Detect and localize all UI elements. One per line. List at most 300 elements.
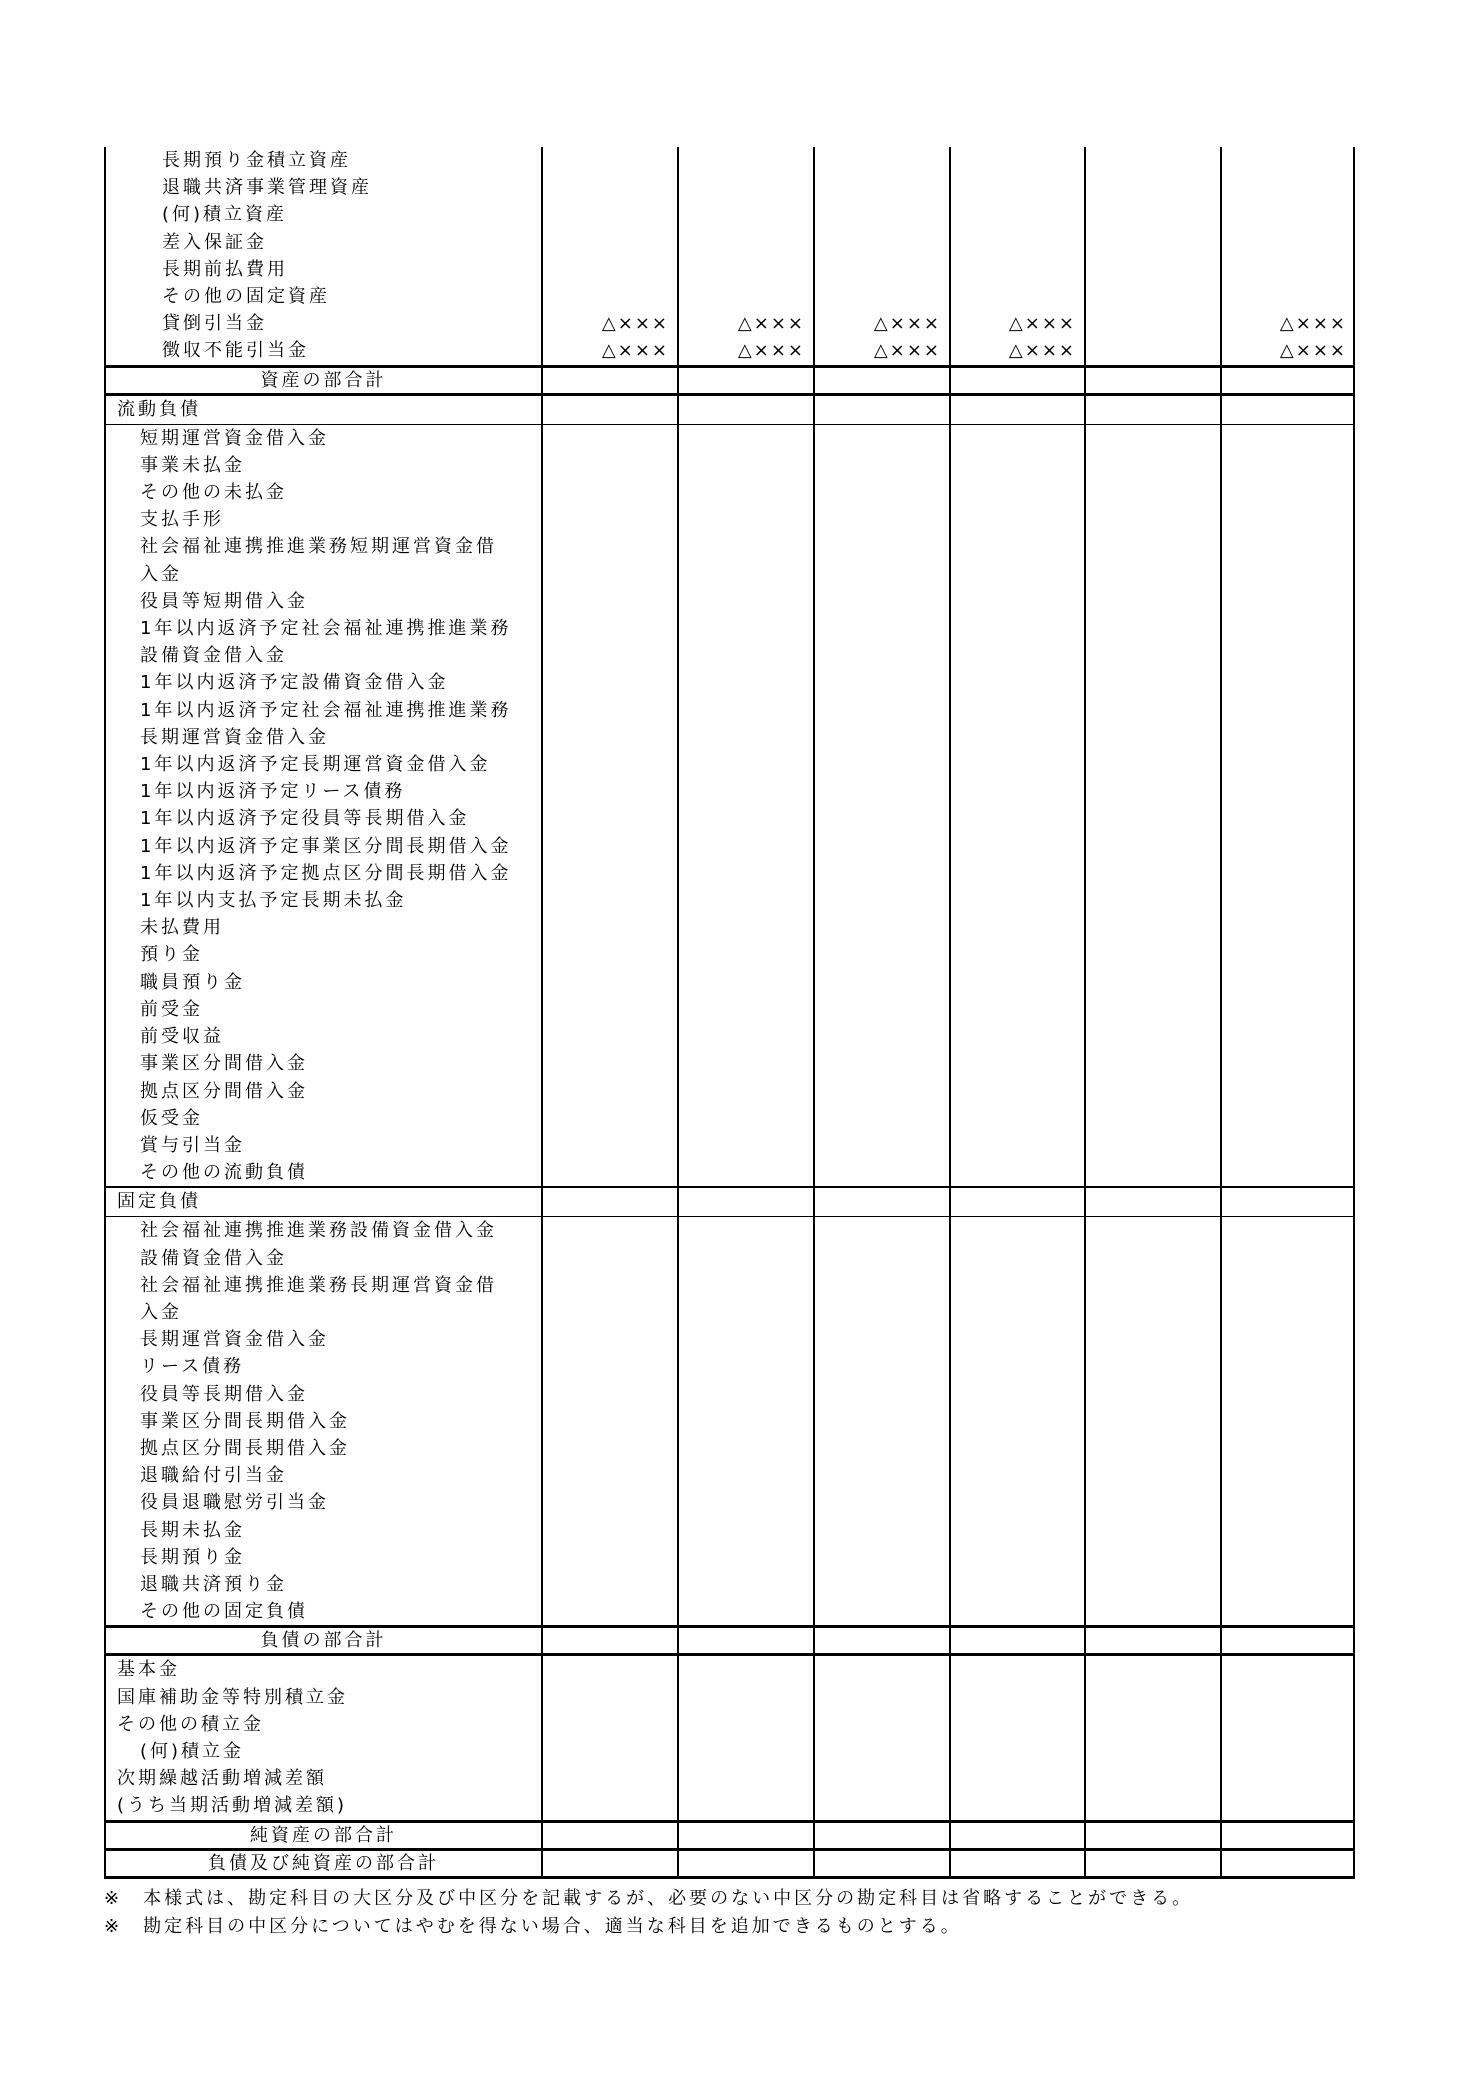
value-cell bbox=[1084, 1544, 1220, 1571]
value-cell bbox=[1220, 1381, 1355, 1408]
value-cell: △××× bbox=[813, 310, 949, 337]
value-cell bbox=[949, 1023, 1084, 1050]
value-cell bbox=[1220, 1628, 1355, 1653]
value-cell bbox=[1084, 1571, 1220, 1598]
value-cell bbox=[949, 1823, 1084, 1848]
value-cell bbox=[813, 1684, 949, 1711]
value-cell bbox=[1084, 1105, 1220, 1132]
value-cell bbox=[1220, 174, 1355, 201]
value-cell bbox=[541, 1245, 677, 1272]
value-cell bbox=[677, 1217, 813, 1244]
value-cell bbox=[541, 201, 677, 228]
value-cell bbox=[949, 887, 1084, 914]
value-cell bbox=[1220, 1050, 1355, 1077]
value-cell bbox=[1084, 615, 1220, 669]
value-cell bbox=[677, 1353, 813, 1380]
value-cell bbox=[677, 425, 813, 452]
account-label: 基本金 bbox=[104, 1656, 541, 1683]
notes bbox=[104, 1885, 1193, 1941]
value-cell bbox=[677, 533, 813, 587]
value-cell bbox=[813, 1217, 949, 1244]
value-cell bbox=[1084, 452, 1220, 479]
value-cell bbox=[1220, 1851, 1355, 1876]
value-cell bbox=[949, 588, 1084, 615]
value-cell bbox=[813, 1272, 949, 1326]
value-cell bbox=[1220, 941, 1355, 968]
value-cell bbox=[1220, 1656, 1355, 1683]
table-row bbox=[104, 479, 1355, 506]
table-row bbox=[104, 1245, 1355, 1272]
table-row bbox=[104, 256, 1355, 283]
account-label: 差入保証金 bbox=[104, 229, 541, 256]
value-cell bbox=[677, 201, 813, 228]
table-row bbox=[104, 147, 1355, 174]
value-cell bbox=[1084, 1765, 1220, 1792]
account-label: 退職給付引当金 bbox=[104, 1462, 541, 1489]
note-2: ※ 勘定科目の中区分についてはやむを得ない場合、適当な科目を追加できるものとする。 bbox=[104, 1916, 962, 1937]
value-cell bbox=[813, 778, 949, 805]
value-cell bbox=[813, 697, 949, 751]
value-cell bbox=[813, 860, 949, 887]
value-cell bbox=[1220, 506, 1355, 533]
value-cell bbox=[1084, 860, 1220, 887]
value-cell bbox=[1220, 1435, 1355, 1462]
table-row bbox=[104, 1517, 1355, 1544]
value-cell bbox=[1084, 778, 1220, 805]
value-cell bbox=[1084, 368, 1220, 393]
value-cell bbox=[813, 1078, 949, 1105]
value-cell bbox=[541, 1435, 677, 1462]
value-cell: △××× bbox=[1220, 337, 1355, 364]
table-row bbox=[104, 914, 1355, 941]
value-cell bbox=[949, 1272, 1084, 1326]
table-row bbox=[104, 969, 1355, 996]
table-row bbox=[104, 697, 1355, 751]
value-cell bbox=[813, 751, 949, 778]
value-cell bbox=[677, 751, 813, 778]
account-label: 事業区分間借入金 bbox=[104, 1050, 541, 1077]
value-cell bbox=[1084, 283, 1220, 310]
value-cell bbox=[1084, 1132, 1220, 1159]
value-cell bbox=[949, 1326, 1084, 1353]
section-header-row bbox=[104, 1186, 1355, 1217]
value-cell bbox=[1084, 256, 1220, 283]
account-label: 役員等短期借入金 bbox=[104, 588, 541, 615]
value-cell bbox=[813, 588, 949, 615]
value-cell bbox=[1084, 887, 1220, 914]
table-row bbox=[104, 337, 1355, 364]
value-cell bbox=[1084, 751, 1220, 778]
table-row bbox=[104, 1381, 1355, 1408]
value-cell bbox=[541, 1050, 677, 1077]
value-cell bbox=[949, 1132, 1084, 1159]
value-cell bbox=[677, 697, 813, 751]
value-cell bbox=[949, 1656, 1084, 1683]
value-cell bbox=[1084, 1188, 1220, 1216]
value-cell bbox=[1084, 1078, 1220, 1105]
account-label: 前受収益 bbox=[104, 1023, 541, 1050]
table-row bbox=[104, 452, 1355, 479]
account-label: 負債及び純資産の部合計 bbox=[104, 1851, 541, 1876]
value-cell bbox=[949, 697, 1084, 751]
value-cell bbox=[1220, 1598, 1355, 1625]
value-cell bbox=[677, 1462, 813, 1489]
value-cell bbox=[541, 1272, 677, 1326]
value-cell bbox=[813, 368, 949, 393]
value-cell bbox=[813, 147, 949, 174]
value-cell bbox=[949, 229, 1084, 256]
subtotal-row bbox=[104, 365, 1355, 396]
value-cell bbox=[949, 941, 1084, 968]
value-cell bbox=[949, 1571, 1084, 1598]
value-cell bbox=[813, 174, 949, 201]
value-cell bbox=[1084, 941, 1220, 968]
account-label: 国庫補助金等特別積立金 bbox=[104, 1684, 541, 1711]
value-cell bbox=[949, 1105, 1084, 1132]
balance-sheet-table bbox=[104, 147, 1355, 1879]
table-row bbox=[104, 201, 1355, 228]
table-row bbox=[104, 751, 1355, 778]
value-cell bbox=[541, 941, 677, 968]
value-cell bbox=[1220, 1823, 1355, 1848]
account-label: 徴収不能引当金 bbox=[104, 337, 541, 364]
table-row bbox=[104, 1105, 1355, 1132]
table-row bbox=[104, 833, 1355, 860]
value-cell bbox=[949, 368, 1084, 393]
value-cell bbox=[677, 479, 813, 506]
account-label: 社会福祉連携推進業務短期運営資金借 入金 bbox=[104, 533, 541, 587]
table-row bbox=[104, 1050, 1355, 1077]
value-cell bbox=[541, 1738, 677, 1765]
account-label: 純資産の部合計 bbox=[104, 1823, 541, 1848]
value-cell: △××× bbox=[949, 337, 1084, 364]
value-cell bbox=[677, 588, 813, 615]
value-cell bbox=[677, 1489, 813, 1516]
value-cell bbox=[541, 887, 677, 914]
value-cell bbox=[541, 1381, 677, 1408]
table-row bbox=[104, 778, 1355, 805]
table-row bbox=[104, 1792, 1355, 1819]
account-label: その他の固定資産 bbox=[104, 283, 541, 310]
value-cell bbox=[949, 506, 1084, 533]
value-cell bbox=[677, 1105, 813, 1132]
value-cell bbox=[541, 805, 677, 832]
table-row bbox=[104, 1765, 1355, 1792]
value-cell bbox=[541, 860, 677, 887]
value-cell bbox=[1220, 1711, 1355, 1738]
value-cell bbox=[949, 1462, 1084, 1489]
table-row bbox=[104, 1544, 1355, 1571]
value-cell bbox=[949, 1598, 1084, 1625]
value-cell bbox=[949, 1628, 1084, 1653]
account-label: その他の未払金 bbox=[104, 479, 541, 506]
value-cell bbox=[541, 914, 677, 941]
value-cell bbox=[541, 969, 677, 996]
value-cell bbox=[1220, 1517, 1355, 1544]
value-cell bbox=[1220, 1489, 1355, 1516]
account-label: 拠点区分間長期借入金 bbox=[104, 1435, 541, 1462]
value-cell bbox=[1220, 969, 1355, 996]
value-cell bbox=[677, 368, 813, 393]
value-cell bbox=[949, 283, 1084, 310]
value-cell bbox=[541, 1792, 677, 1819]
value-cell bbox=[677, 1078, 813, 1105]
account-label: 1年以内返済予定事業区分間長期借入金 bbox=[104, 833, 541, 860]
value-cell bbox=[1220, 368, 1355, 393]
value-cell bbox=[813, 887, 949, 914]
value-cell bbox=[1220, 914, 1355, 941]
value-cell bbox=[541, 1684, 677, 1711]
value-cell bbox=[1084, 1628, 1220, 1653]
value-cell bbox=[813, 615, 949, 669]
value-cell bbox=[813, 425, 949, 452]
account-label: 未払費用 bbox=[104, 914, 541, 941]
value-cell bbox=[677, 615, 813, 669]
value-cell bbox=[949, 1738, 1084, 1765]
table-row bbox=[104, 860, 1355, 887]
value-cell bbox=[1220, 256, 1355, 283]
value-cell bbox=[541, 697, 677, 751]
value-cell bbox=[1084, 201, 1220, 228]
value-cell bbox=[1220, 1188, 1355, 1216]
value-cell bbox=[949, 1792, 1084, 1819]
table-row bbox=[104, 1435, 1355, 1462]
account-label: その他の流動負債 bbox=[104, 1159, 541, 1186]
value-cell bbox=[1084, 1217, 1220, 1244]
value-cell bbox=[677, 941, 813, 968]
value-cell bbox=[677, 1711, 813, 1738]
value-cell bbox=[813, 1738, 949, 1765]
value-cell bbox=[1084, 147, 1220, 174]
value-cell bbox=[677, 1598, 813, 1625]
value-cell bbox=[813, 1656, 949, 1683]
value-cell bbox=[1220, 283, 1355, 310]
value-cell bbox=[541, 1078, 677, 1105]
value-cell bbox=[541, 1544, 677, 1571]
value-cell bbox=[541, 1571, 677, 1598]
value-cell bbox=[813, 669, 949, 696]
account-label: 退職共済預り金 bbox=[104, 1571, 541, 1598]
value-cell bbox=[541, 1217, 677, 1244]
value-cell bbox=[677, 1023, 813, 1050]
value-cell bbox=[677, 1326, 813, 1353]
value-cell bbox=[677, 1272, 813, 1326]
value-cell bbox=[677, 1684, 813, 1711]
account-label: 職員預り金 bbox=[104, 969, 541, 996]
value-cell bbox=[677, 506, 813, 533]
value-cell bbox=[1220, 425, 1355, 452]
value-cell bbox=[677, 996, 813, 1023]
value-cell bbox=[949, 1217, 1084, 1244]
value-cell bbox=[1220, 697, 1355, 751]
table-row bbox=[104, 1217, 1355, 1244]
table-row bbox=[104, 425, 1355, 452]
value-cell bbox=[541, 669, 677, 696]
value-cell bbox=[1084, 396, 1220, 424]
table-row bbox=[104, 941, 1355, 968]
value-cell bbox=[813, 1598, 949, 1625]
value-cell bbox=[1220, 1765, 1355, 1792]
value-cell bbox=[813, 1628, 949, 1653]
table-row bbox=[104, 805, 1355, 832]
account-label: 1年以内返済予定設備資金借入金 bbox=[104, 669, 541, 696]
value-cell bbox=[677, 1245, 813, 1272]
value-cell bbox=[677, 1738, 813, 1765]
value-cell bbox=[677, 1050, 813, 1077]
account-label: 長期預り金 bbox=[104, 1544, 541, 1571]
value-cell bbox=[949, 805, 1084, 832]
value-cell bbox=[1084, 805, 1220, 832]
account-label: (何)積立資産 bbox=[104, 201, 541, 228]
value-cell bbox=[949, 256, 1084, 283]
account-label: 1年以内返済予定役員等長期借入金 bbox=[104, 805, 541, 832]
value-cell bbox=[541, 615, 677, 669]
table-row bbox=[104, 1656, 1355, 1683]
value-cell bbox=[1220, 996, 1355, 1023]
value-cell bbox=[813, 1823, 949, 1848]
value-cell bbox=[1084, 914, 1220, 941]
value-cell: △××× bbox=[677, 337, 813, 364]
account-label: 役員等長期借入金 bbox=[104, 1381, 541, 1408]
table-row bbox=[104, 1078, 1355, 1105]
value-cell bbox=[541, 588, 677, 615]
value-cell bbox=[677, 1544, 813, 1571]
value-cell bbox=[541, 1462, 677, 1489]
value-cell bbox=[677, 1188, 813, 1216]
value-cell bbox=[541, 283, 677, 310]
table-row bbox=[104, 1684, 1355, 1711]
value-cell bbox=[1084, 1792, 1220, 1819]
value-cell bbox=[677, 1132, 813, 1159]
value-cell bbox=[1084, 1738, 1220, 1765]
note-1: ※ 本様式は、勘定科目の大区分及び中区分を記載するが、必要のない中区分の勘定科目は省略することができる。 bbox=[104, 1888, 1194, 1909]
value-cell: △××× bbox=[677, 310, 813, 337]
value-cell bbox=[949, 533, 1084, 587]
account-label: 流動負債 bbox=[104, 396, 541, 424]
account-label: (何)積立金 bbox=[104, 1738, 541, 1765]
value-cell bbox=[813, 1851, 949, 1876]
value-cell bbox=[1084, 479, 1220, 506]
value-cell bbox=[813, 1105, 949, 1132]
value-cell bbox=[813, 833, 949, 860]
value-cell bbox=[1084, 174, 1220, 201]
value-cell bbox=[949, 1078, 1084, 1105]
value-cell bbox=[1220, 778, 1355, 805]
value-cell bbox=[677, 969, 813, 996]
value-cell bbox=[949, 479, 1084, 506]
value-cell bbox=[1084, 229, 1220, 256]
value-cell bbox=[813, 1132, 949, 1159]
value-cell bbox=[1084, 1159, 1220, 1186]
value-cell bbox=[541, 1598, 677, 1625]
value-cell bbox=[1220, 201, 1355, 228]
value-cell bbox=[677, 396, 813, 424]
value-cell bbox=[1084, 310, 1220, 337]
value-cell bbox=[949, 452, 1084, 479]
table-row bbox=[104, 1738, 1355, 1765]
table-row bbox=[104, 1023, 1355, 1050]
account-label: 1年以内返済予定社会福祉連携推進業務 設備資金借入金 bbox=[104, 615, 541, 669]
value-cell bbox=[677, 1851, 813, 1876]
value-cell bbox=[813, 1159, 949, 1186]
value-cell bbox=[813, 533, 949, 587]
value-cell bbox=[1220, 229, 1355, 256]
value-cell bbox=[1220, 396, 1355, 424]
value-cell bbox=[1220, 1571, 1355, 1598]
value-cell bbox=[1084, 1711, 1220, 1738]
value-cell bbox=[541, 229, 677, 256]
value-cell bbox=[541, 396, 677, 424]
value-cell bbox=[813, 1435, 949, 1462]
account-label: リース債務 bbox=[104, 1353, 541, 1380]
value-cell bbox=[1220, 452, 1355, 479]
value-cell bbox=[813, 805, 949, 832]
account-label: 貸倒引当金 bbox=[104, 310, 541, 337]
value-cell bbox=[949, 1188, 1084, 1216]
table-row bbox=[104, 506, 1355, 533]
value-cell: △××× bbox=[949, 310, 1084, 337]
value-cell bbox=[813, 1353, 949, 1380]
account-label: 事業未払金 bbox=[104, 452, 541, 479]
value-cell bbox=[813, 1023, 949, 1050]
value-cell bbox=[1084, 697, 1220, 751]
value-cell bbox=[813, 396, 949, 424]
value-cell bbox=[541, 1408, 677, 1435]
value-cell bbox=[1084, 1381, 1220, 1408]
value-cell bbox=[1084, 425, 1220, 452]
value-cell bbox=[541, 479, 677, 506]
value-cell bbox=[677, 1656, 813, 1683]
value-cell bbox=[1220, 1408, 1355, 1435]
account-label: 仮受金 bbox=[104, 1105, 541, 1132]
value-cell bbox=[949, 1684, 1084, 1711]
value-cell bbox=[813, 941, 949, 968]
account-label: 退職共済事業管理資産 bbox=[104, 174, 541, 201]
value-cell bbox=[1220, 479, 1355, 506]
account-label: 負債の部合計 bbox=[104, 1628, 541, 1653]
value-cell bbox=[949, 1159, 1084, 1186]
value-cell bbox=[1220, 1326, 1355, 1353]
account-label: 支払手形 bbox=[104, 506, 541, 533]
value-cell bbox=[541, 1711, 677, 1738]
value-cell bbox=[813, 1765, 949, 1792]
value-cell bbox=[1220, 1078, 1355, 1105]
value-cell bbox=[1220, 1132, 1355, 1159]
value-cell bbox=[1220, 1105, 1355, 1132]
account-label: 預り金 bbox=[104, 941, 541, 968]
value-cell bbox=[813, 969, 949, 996]
value-cell bbox=[813, 479, 949, 506]
value-cell: △××× bbox=[541, 337, 677, 364]
value-cell bbox=[813, 452, 949, 479]
table-row bbox=[104, 615, 1355, 669]
subtotal-row bbox=[104, 1625, 1355, 1656]
value-cell bbox=[949, 1050, 1084, 1077]
value-cell bbox=[813, 1544, 949, 1571]
value-cell bbox=[677, 1159, 813, 1186]
value-cell bbox=[949, 147, 1084, 174]
value-cell bbox=[1084, 1272, 1220, 1326]
value-cell bbox=[541, 1628, 677, 1653]
value-cell bbox=[813, 506, 949, 533]
value-cell bbox=[813, 1408, 949, 1435]
value-cell bbox=[949, 615, 1084, 669]
value-cell bbox=[1220, 751, 1355, 778]
value-cell bbox=[541, 1353, 677, 1380]
value-cell bbox=[1220, 1245, 1355, 1272]
value-cell bbox=[677, 778, 813, 805]
value-cell bbox=[677, 1792, 813, 1819]
